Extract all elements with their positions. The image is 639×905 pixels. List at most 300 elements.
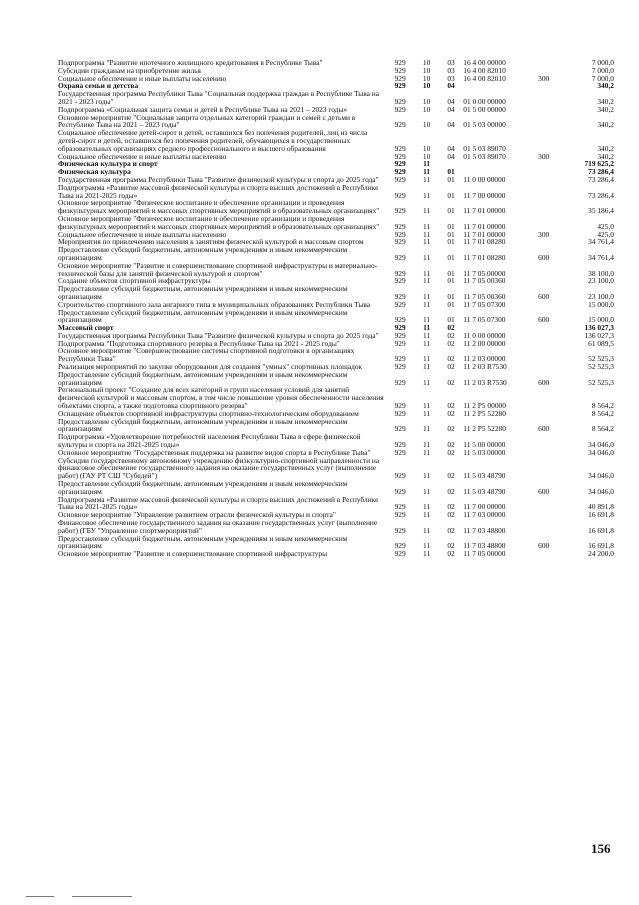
section-code: 11 [423, 447, 431, 457]
row-name: Массовый спорт [58, 323, 114, 333]
row-name: Социальное обеспечение детей-сирот и детей, оставшихся без попечения родителей, лиц из числа детей-сирот и детей, оставшихся без попечения родителей, обучающихся в государственных образовательных организациях среднего профессионального и высшего образования [58, 128, 368, 153]
amount: 34 046,0 [588, 471, 614, 481]
expense-type-code [530, 277, 556, 285]
ministry-code: 929 [394, 104, 406, 114]
row-name: Мероприятия по привлечению населения к занятиям физической культурой и массовым спортом [58, 237, 364, 247]
amount: 40 891,8 [588, 502, 614, 512]
table-row [58, 90, 614, 106]
row-name: Физическая культура и спорт [58, 159, 158, 169]
target-article-code: 11 2 03 R7530 [463, 362, 507, 372]
subsection-code: 02 [447, 323, 455, 333]
subsection-code: 01 [447, 206, 455, 216]
row-name: Государственная программа Республики Тыва "Развитие физической культуры и спорта до 2025 года" [58, 330, 379, 340]
footer-rule [26, 896, 54, 897]
target-article-code: 01 5 03 89070 [463, 151, 506, 161]
ministry-code: 929 [394, 330, 406, 340]
section-code: 11 [423, 291, 431, 301]
page-number: 156 [591, 841, 611, 856]
expense-type-code [530, 176, 556, 184]
amount: 340,2 [597, 151, 614, 161]
expense-type-code [530, 238, 556, 246]
table-row [58, 480, 614, 496]
subsection-code: 02 [447, 362, 455, 372]
target-article-code: 11 7 05 07300 [463, 299, 506, 309]
table-row [58, 496, 614, 512]
subsection-code: 02 [447, 549, 455, 559]
expense-type-code [530, 215, 556, 231]
amount: 34 046,0 [588, 440, 614, 450]
ministry-code: 929 [394, 440, 406, 450]
target-article-code: 11 7 01 00000 [463, 206, 506, 216]
section-code: 11 [423, 401, 431, 411]
section-code: 11 [423, 206, 431, 216]
section-code: 10 [422, 81, 431, 91]
row-name: Региональный проект "Создание для всех категорий и групп населения условий для занятий физической культурой и массовым спортом, в том числе повышение уровня обеспеченности населения объектами спорта, а также подготовка спортивного резерва" [58, 385, 384, 411]
subsection-code: 01 [447, 252, 455, 262]
ministry-code: 929 [394, 354, 406, 364]
table-row [58, 418, 614, 434]
subsection-code: 01 [447, 276, 455, 286]
expense-type-code [530, 184, 556, 200]
ministry-code: 929 [394, 486, 406, 496]
subsection-code: 01 [447, 299, 455, 309]
section-code: 11 [423, 377, 431, 387]
table-row [58, 75, 614, 83]
amount: 52 525,3 [588, 377, 614, 387]
target-article-code: 11 7 01 00000 [463, 229, 506, 239]
section-code: 11 [423, 276, 431, 286]
target-article-code: 11 7 05 07300 [463, 315, 506, 325]
row-name: Основное мероприятие "Социальная защита отдельных категорий граждан и семей с детьми в Республике Тыва на 2021 – 2023 годы" [58, 112, 356, 130]
subsection-code: 04 [447, 81, 455, 91]
amount: 24 200,0 [588, 549, 614, 559]
row-name: Государственная программа Республики Тыва "Развитие физической культуры и спорта до 2025 года" [58, 174, 379, 184]
expense-type-code [530, 449, 556, 457]
section-code: 11 [423, 323, 431, 333]
expense-type-code [530, 519, 556, 535]
section-code: 10 [422, 143, 431, 153]
section-code: 11 [423, 315, 431, 325]
ministry-code: 929 [394, 151, 406, 161]
section-code: 10 [422, 120, 431, 130]
row-name: Реализация мероприятий по закупке оборудования для создания "умных" спортивных площадок [58, 362, 363, 372]
subsection-code: 02 [447, 440, 455, 450]
table-row [58, 160, 614, 168]
subsection-code: 01 [447, 291, 455, 301]
table-row [58, 457, 614, 480]
row-name: Основное мероприятие "Развитие и совершенствование спортивной инфраструктуры [58, 549, 328, 559]
expense-type-code [530, 106, 556, 114]
row-name: Строительство спортивного зала ангарного типа в муниципальных образованиях Республики Тыва [58, 299, 371, 309]
expense-type-code: 600 [538, 315, 550, 325]
amount: 15 000,0 [588, 299, 614, 309]
section-code: 11 [423, 299, 431, 309]
amount: 136 027,3 [584, 330, 614, 340]
section-code: 11 [423, 221, 431, 231]
expense-type-code [530, 324, 556, 332]
amount: 719 625,2 [584, 159, 614, 169]
subsection-code: 01 [447, 268, 455, 278]
amount: 61 089,5 [588, 338, 614, 348]
ministry-code: 929 [394, 299, 406, 309]
expense-type-code [530, 332, 556, 340]
target-article-code: 11 2 P5 52280 [463, 424, 506, 434]
ministry-code: 929 [394, 174, 406, 184]
section-code: 11 [423, 237, 431, 247]
target-article-code: 11 5 03 00000 [463, 447, 506, 457]
section-code: 11 [423, 362, 431, 372]
row-name: Подпрограмма «Развитие массовой физической культуры и спорта высших достижений в Республике Тыва на 2021-2025 годы» [58, 182, 379, 200]
amount: 340,2 [597, 81, 614, 91]
amount: 52 525,3 [588, 362, 614, 372]
target-article-code: 11 5 03 48790 [463, 471, 506, 481]
ministry-code: 929 [394, 206, 406, 216]
expense-type-code [530, 433, 556, 449]
subsection-code: 01 [447, 221, 455, 231]
footer-rule [72, 896, 132, 897]
expense-type-code: 300 [538, 151, 550, 161]
section-code: 11 [423, 268, 431, 278]
amount: 425,0 [597, 229, 614, 239]
target-article-code: 11 7 05 00360 [463, 276, 506, 286]
target-article-code: 11 2 03 R7530 [463, 377, 507, 387]
amount: 73 286,4 [588, 190, 614, 200]
amount: 16 691,8 [588, 510, 614, 520]
amount: 52 525,3 [588, 354, 614, 364]
amount: 73 286,4 [588, 174, 614, 184]
target-article-code: 11 5 00 00000 [463, 440, 506, 450]
expense-type-code: 300 [538, 73, 550, 83]
row-name: Основное мероприятие "Совершенствование системы спортивной подготовки в организациях Республики Тыва" [58, 346, 355, 364]
amount: 136 027,3 [584, 323, 614, 333]
row-name: Подпрограмма «Развитие массовой физической культуры и спорта высших достижений в Республике Тыва на 2021-2025 годы» [58, 494, 379, 512]
row-name: Предоставление субсидий бюджетным, автономным учреждениям и иным некоммерческим организациям [58, 284, 348, 301]
amount: 340,2 [597, 104, 614, 114]
ministry-code: 929 [394, 73, 406, 83]
row-name: Подпрограмма "Развитие ипотечного жилищного кредитования в Республике Тыва" [58, 58, 323, 67]
ministry-code: 929 [394, 315, 406, 325]
section-code: 11 [423, 167, 431, 177]
row-name: Государственная программа Республики Тыва "Социальная поддержка граждан в Республике Тыва на 2021 - 2023 годы" [58, 89, 379, 106]
target-article-code [463, 82, 530, 90]
ministry-code: 929 [394, 323, 406, 333]
subsection-code: 03 [447, 73, 455, 83]
section-code: 11 [423, 502, 431, 512]
row-name: Основное мероприятие "Управление развитием отрасли физической культуры и спорта" [58, 510, 336, 520]
expense-type-code [530, 301, 556, 309]
ministry-code: 929 [394, 159, 406, 169]
ministry-code: 929 [394, 408, 406, 418]
row-name: Предоставление субсидий бюджетным, автономным учреждениям и иным некоммерческим организациям [58, 479, 348, 496]
subsection-code: 01 [447, 174, 455, 184]
budget-table [58, 59, 614, 558]
amount: 8 564,2 [591, 424, 614, 434]
row-name: Физическая культура [58, 167, 131, 177]
table-row [58, 114, 614, 130]
amount: 34 761,4 [588, 252, 614, 262]
ministry-code: 929 [394, 252, 406, 262]
amount: 340,2 [597, 96, 614, 106]
target-article-code: 11 7 05 00000 [463, 549, 506, 559]
ministry-code: 929 [394, 65, 406, 75]
table-row [58, 550, 614, 558]
amount: 34 761,4 [588, 237, 614, 247]
subsection-code: 04 [447, 143, 455, 153]
table-row [58, 129, 614, 152]
expense-type-code [530, 457, 556, 480]
subsection-code: 02 [447, 525, 455, 535]
ministry-code: 929 [394, 291, 406, 301]
row-name: Предоставление субсидий бюджетным, автономным учреждениям и иным некоммерческим организациям [58, 416, 348, 434]
subsection-code: 01 [447, 315, 455, 325]
section-code: 11 [423, 159, 431, 169]
amount: 35 186,4 [588, 206, 614, 216]
target-article-code: 11 7 05 00000 [463, 268, 506, 278]
subsection-code: 02 [447, 502, 455, 512]
section-code: 10 [422, 73, 431, 83]
expense-type-code [530, 262, 556, 278]
subsection-code: 02 [447, 401, 455, 411]
target-article-code: 11 7 00 00000 [463, 190, 506, 200]
row-name: Предоставление субсидий бюджетным, автономным учреждениям и иным некоммерческим организациям [58, 245, 348, 262]
subsection-code: 02 [447, 486, 455, 496]
table-row [58, 285, 614, 301]
subsection-code: 02 [447, 510, 455, 520]
target-article-code: 11 5 03 48790 [463, 486, 506, 496]
row-name: Финансовое обеспечение государственного задания на оказание государственных услуг (выполнение работ) (ГБУ "Управление спортмероприятий" [58, 518, 378, 535]
budget-table-body [58, 59, 614, 558]
section-code: 11 [423, 338, 431, 348]
section-code: 11 [423, 354, 431, 364]
row-name: Подпрограмма «Удовлетворение потребностей населения Республики Тыва в сфере физической культуры и спорта на 2021-2025 годы» [58, 432, 361, 450]
expense-type-code [530, 90, 556, 106]
section-code: 11 [423, 408, 431, 418]
expense-type-code [530, 114, 556, 130]
target-article-code: 11 2 P5 52280 [463, 408, 506, 418]
amount: 38 100,0 [588, 268, 614, 278]
ministry-code: 929 [394, 541, 406, 551]
ministry-code: 929 [394, 237, 406, 247]
ministry-code: 929 [394, 549, 406, 559]
expense-type-code [530, 168, 556, 176]
expense-type-code [530, 347, 556, 363]
ministry-code: 929 [394, 525, 406, 535]
row-name: Основное мероприятие "Развитие и совершенствование спортивной инфраструктуры и материально-технической базы для занятий физической культурой и спортом" [58, 260, 378, 278]
expense-type-code [530, 511, 556, 519]
subsection-code: 02 [447, 330, 455, 340]
expense-type-code [530, 496, 556, 512]
amount: 7 000,0 [591, 65, 614, 75]
ministry-code: 929 [394, 229, 406, 239]
row-name: Предоставление субсидий бюджетным, автономным учреждениям и иным некоммерческим организациям [58, 533, 348, 551]
table-row [58, 347, 614, 363]
section-code: 11 [423, 440, 431, 450]
target-article-code: 11 7 01 08280 [463, 252, 506, 262]
target-article-code: 11 7 03 48800 [463, 541, 506, 551]
row-name: Социальное обеспечение и иные выплаты населению [58, 73, 227, 83]
amount: 425,0 [597, 221, 614, 231]
ministry-code: 929 [394, 58, 406, 67]
ministry-code: 929 [394, 510, 406, 520]
table-row [58, 199, 614, 215]
expense-type-code [530, 386, 556, 409]
section-code: 11 [423, 190, 431, 200]
ministry-code: 929 [394, 190, 406, 200]
row-name: Социальное обеспечение и иные выплаты населению [58, 229, 227, 239]
expense-type-code: 600 [538, 541, 550, 551]
amount: 16 691,8 [588, 541, 614, 551]
amount: 73 286,4 [588, 167, 614, 177]
row-name: Основное мероприятие "Государственная поддержка на развитие видов спорта в Республике Тыва" [58, 447, 371, 457]
target-article-code: 01 5 03 00000 [463, 120, 506, 130]
row-name: Создание объектов спортивной инфраструктуры [58, 276, 211, 286]
target-article-code: 11 2 00 00000 [463, 338, 506, 348]
ministry-code: 929 [394, 96, 406, 106]
target-article-code: 11 0 00 00000 [463, 330, 506, 340]
ministry-code: 929 [394, 81, 406, 91]
amount: 7 000,0 [591, 58, 614, 67]
expense-type-code: 600 [538, 252, 550, 262]
section-code: 11 [423, 471, 431, 481]
row-name: Подпрограмма «Социальная защита семьи и детей в Республике Тыва на 2021 – 2023 годы» [58, 104, 348, 114]
expense-type-code: 600 [538, 424, 550, 434]
ministry-code: 929 [394, 471, 406, 481]
section-code: 10 [422, 104, 431, 114]
ministry-code: 929 [394, 502, 406, 512]
amount: 340,2 [597, 120, 614, 130]
target-article-code [463, 160, 530, 168]
section-code: 10 [422, 65, 431, 75]
section-code: 11 [423, 510, 431, 520]
ministry-code: 929 [394, 120, 406, 130]
subsection-code: 04 [447, 151, 455, 161]
subsection-code: 02 [447, 541, 455, 551]
expense-type-code [530, 340, 556, 348]
section-code: 11 [423, 252, 431, 262]
expense-type-code [530, 129, 556, 152]
row-name: Охрана семьи и детства [58, 81, 139, 91]
table-row [58, 309, 614, 325]
subsection-code: 03 [447, 65, 455, 75]
ministry-code: 929 [394, 401, 406, 411]
section-code: 10 [422, 58, 431, 67]
ministry-code: 929 [394, 268, 406, 278]
table-row [58, 519, 614, 535]
row-name: Подпрограмма "Подготовка спортивного резерва в Республике Тыва на 2021 - 2025 годы" [58, 338, 340, 348]
target-article-code: 11 0 00 00000 [463, 174, 506, 184]
expense-type-code [530, 82, 556, 90]
subsection-code: 02 [447, 408, 455, 418]
section-code: 10 [422, 151, 431, 161]
target-article-code: 11 7 03 00000 [463, 510, 506, 520]
expense-type-code [530, 199, 556, 215]
ministry-code: 929 [394, 447, 406, 457]
amount: 340,2 [597, 143, 614, 153]
target-article-code: 16 4 00 00000 [463, 58, 506, 67]
subsection-code: 01 [447, 229, 455, 239]
target-article-code: 11 7 03 48800 [463, 525, 506, 535]
expense-type-code: 600 [538, 377, 550, 387]
ministry-code: 929 [394, 221, 406, 231]
section-code: 11 [423, 541, 431, 551]
amount: 8 564,2 [591, 408, 614, 418]
target-article-code: 16 4 00 82010 [463, 73, 506, 83]
table-row [58, 262, 614, 278]
expense-type-code [530, 410, 556, 418]
ministry-code: 929 [394, 276, 406, 286]
target-article-code: 11 7 05 00360 [463, 291, 506, 301]
subsection-code: 04 [447, 120, 455, 130]
ministry-code: 929 [394, 143, 406, 153]
ministry-code: 929 [394, 377, 406, 387]
table-row [58, 433, 614, 449]
target-article-code: 01 5 00 00000 [463, 104, 506, 114]
row-name: Субсидии гражданам на приобретение жилья [58, 65, 201, 75]
expense-type-code [530, 550, 556, 558]
subsection-code: 01 [447, 237, 455, 247]
expense-type-code [530, 59, 556, 67]
target-article-code: 11 7 01 08280 [463, 237, 506, 247]
subsection-code: 03 [447, 58, 455, 67]
amount: 7 000,0 [591, 73, 614, 83]
table-row [58, 184, 614, 200]
ministry-code: 929 [394, 362, 406, 372]
row-name: Предоставление субсидий бюджетным, автономным учреждениям и иным некоммерческим организациям [58, 307, 348, 325]
target-article-code: 11 2 03 00000 [463, 354, 506, 364]
row-name: Социальное обеспечение и иные выплаты населению [58, 151, 227, 161]
ministry-code: 929 [394, 338, 406, 348]
section-code: 11 [423, 486, 431, 496]
expense-type-code [530, 363, 556, 371]
target-article-code: 11 2 P5 00000 [463, 401, 506, 411]
row-name: Основное мероприятие "Физическое воспитание и обеспечение организации и проведения физкультурных мероприятий и массовых спортивных мероприятий в образовательных организациях" [58, 198, 380, 216]
table-row [58, 371, 614, 387]
section-code: 11 [423, 549, 431, 559]
table-row [58, 386, 614, 409]
subsection-code: 02 [447, 354, 455, 364]
subsection-code: 02 [447, 447, 455, 457]
subsection-code: 02 [447, 338, 455, 348]
target-article-code: 11 7 00 00000 [463, 502, 506, 512]
section-code: 11 [423, 330, 431, 340]
expense-type-code: 600 [538, 291, 550, 301]
subsection-code: 04 [447, 104, 455, 114]
row-name: Оснащение объектов спортивной инфраструктуры спортивно-технологическим оборудованием [58, 408, 359, 418]
section-code: 11 [423, 174, 431, 184]
subsection-code: 01 [447, 190, 455, 200]
subsection-code: 02 [447, 424, 455, 434]
subsection-code: 02 [447, 471, 455, 481]
amount: 23 100,0 [588, 276, 614, 286]
target-article-code: 11 7 01 00000 [463, 221, 506, 231]
amount: 34 046,0 [588, 486, 614, 496]
row-name: Основное мероприятие "Физическое воспитание и обеспечение организации и проведения физкультурных мероприятий и массовых спортивных мероприятий в образовательных организациях" [58, 213, 380, 231]
subsection-code: 02 [447, 377, 455, 387]
target-article-code: 01 5 03 89070 [463, 143, 506, 153]
section-code: 11 [423, 424, 431, 434]
amount: 15 000,0 [588, 315, 614, 325]
table-row [58, 246, 614, 262]
expense-type-code: 600 [538, 486, 550, 496]
subsection-code: 04 [447, 96, 455, 106]
row-name: Субсидии государственному автономному учреждению физкультурно-спортивной направленности на финансовое обеспечение государственного задания на оказание государственных услуг (выполнение работ) (ГАУ РТ СШ "Субедей") [58, 455, 380, 481]
section-code: 11 [423, 525, 431, 535]
amount: 23 100,0 [588, 291, 614, 301]
expense-type-code [530, 160, 556, 168]
amount: 34 046,0 [588, 447, 614, 457]
section-code: 10 [422, 96, 431, 106]
ministry-code: 929 [394, 167, 406, 177]
